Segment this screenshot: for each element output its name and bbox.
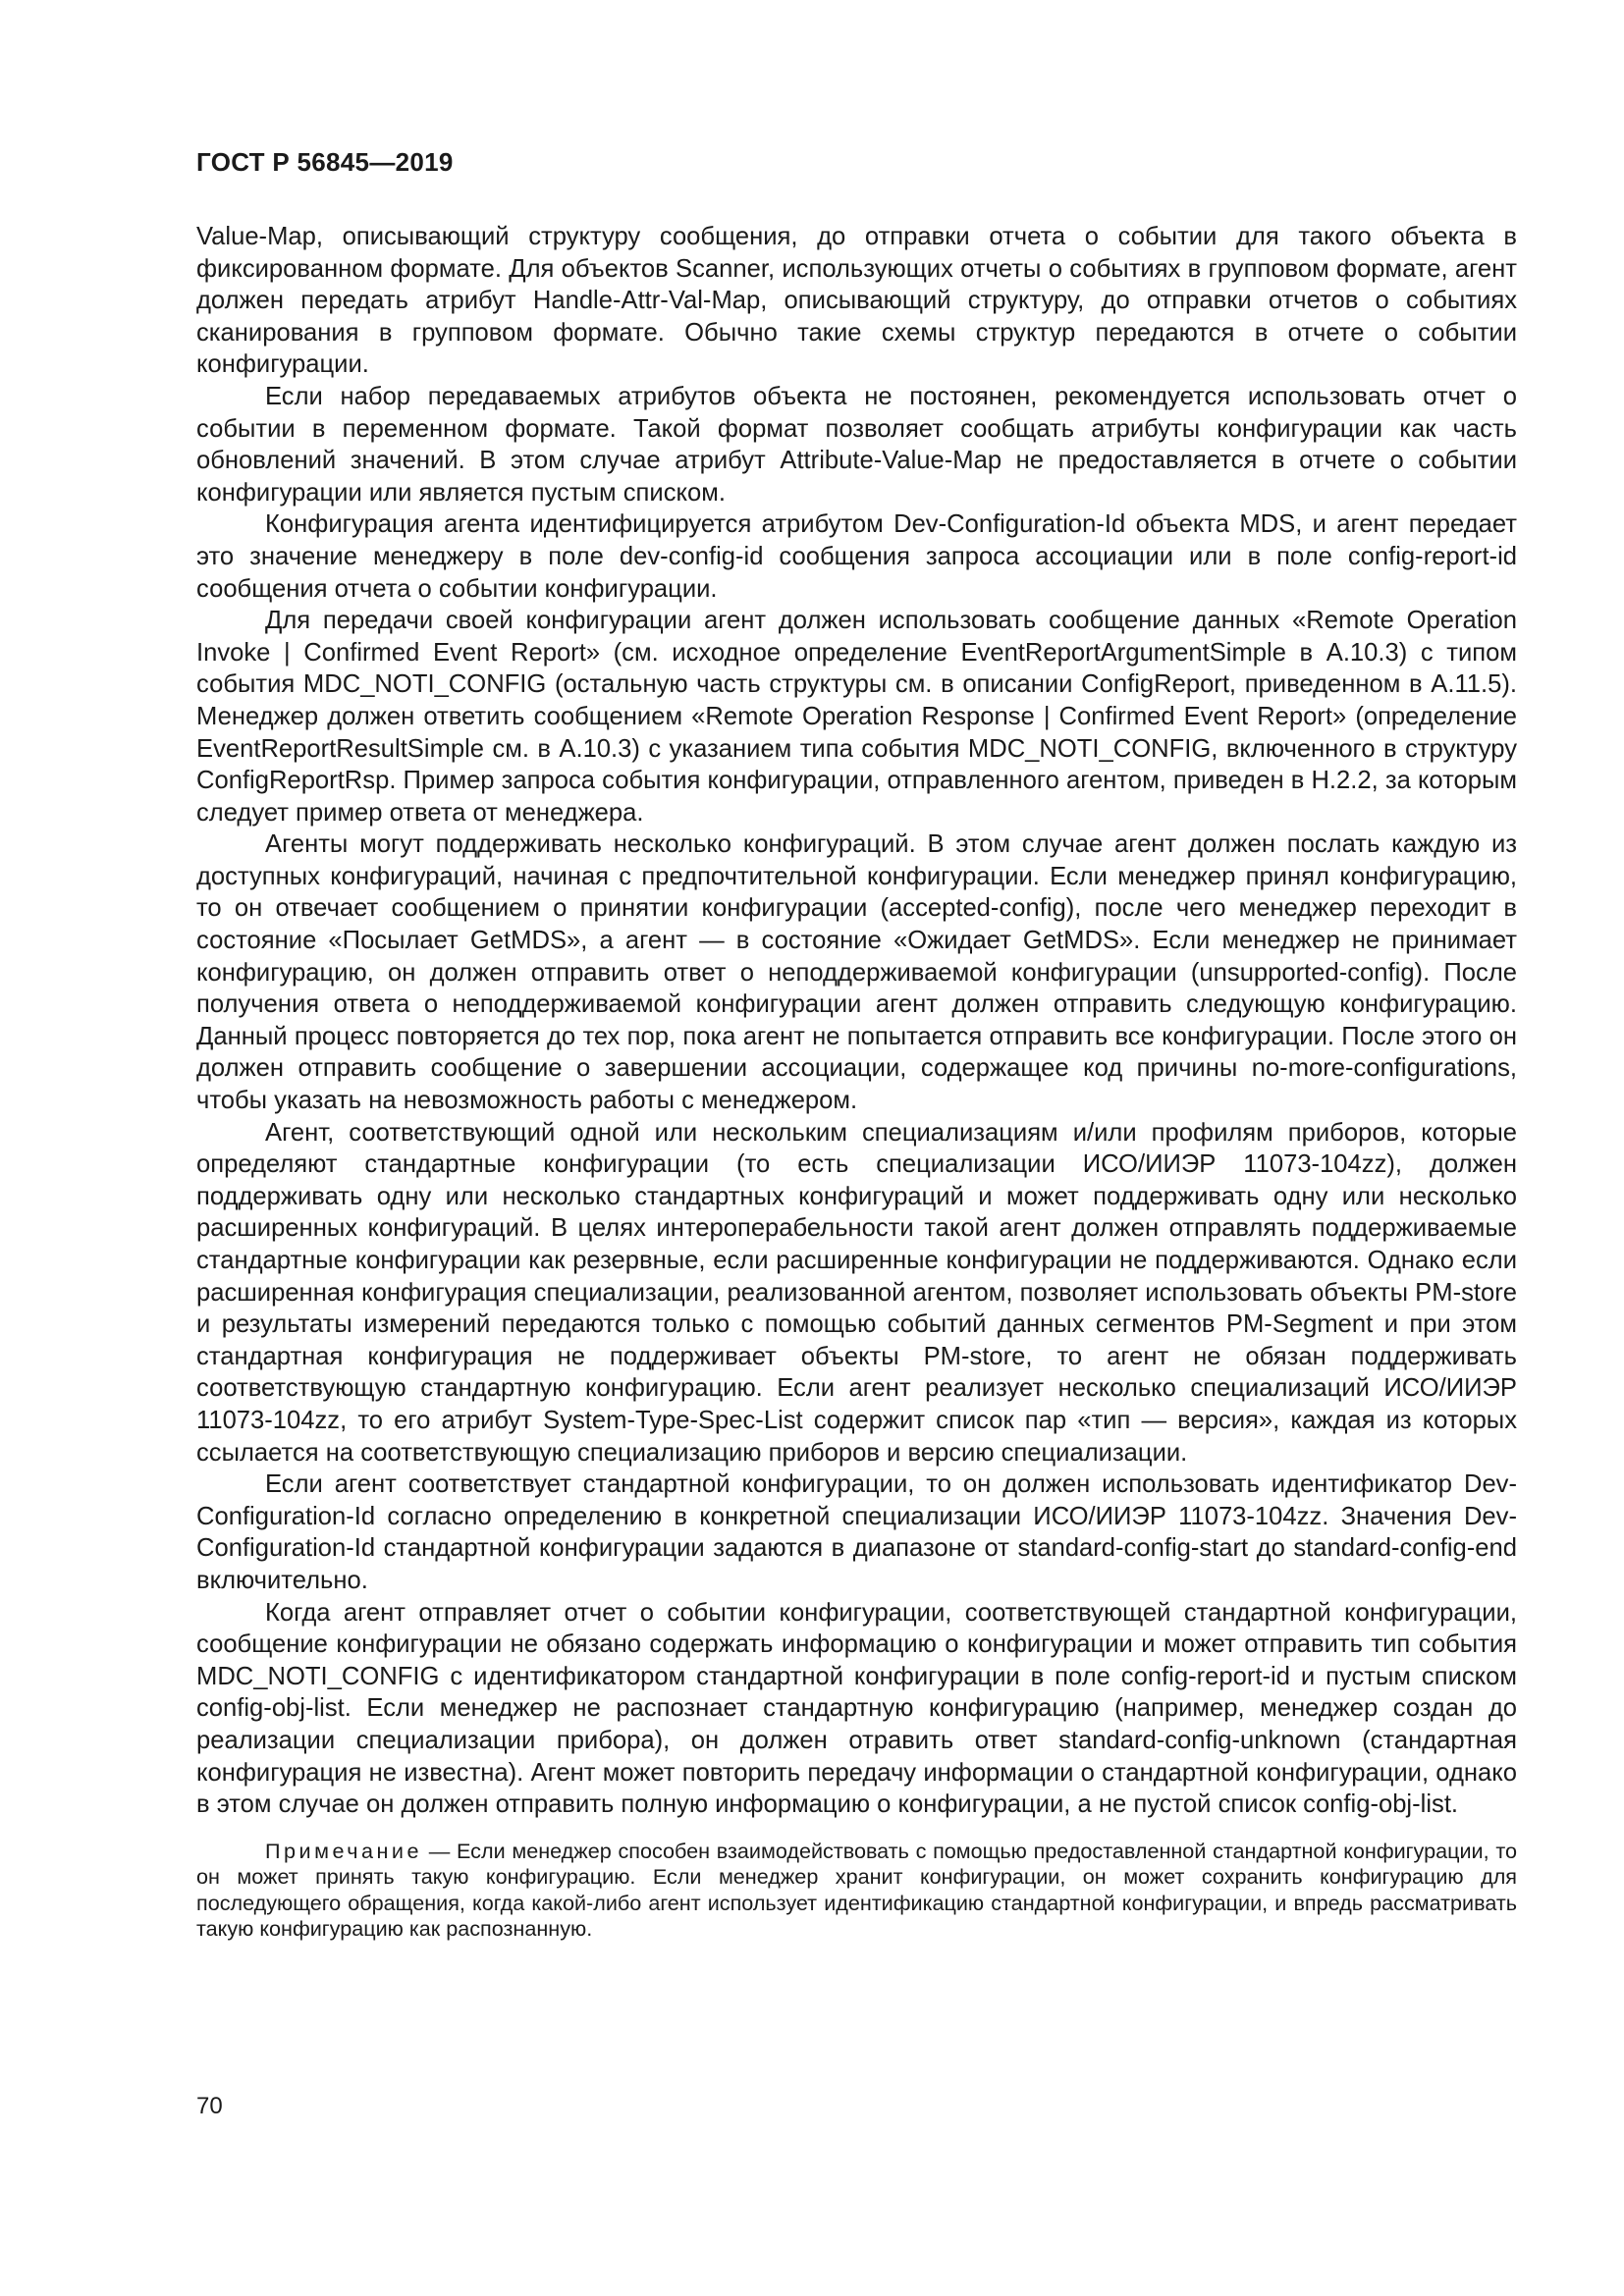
paragraph-continued: Value-Map, описывающий структуру сообщения, до отправки отчета о событии для такого объекта в фиксированном формате. Для объектов Scanner, использующих отчеты о событиях в групповом формате, агент должен передать атрибут Handle-Attr-Val-Map, описывающий структуру, до отправки отчетов о событиях сканирования в групповом формате. Обычно такие схемы структур передаются в отчете о событии конфигурации. (196, 223, 1517, 379)
document-body (196, 221, 1517, 1943)
paragraph: Агенты могут поддерживать несколько конфигураций. В этом случае агент должен послать каждую из доступных конфигураций, начиная с предпочтительной конфигурации. Если менеджер принял конфигурацию, то он отвечает сообщением о принятии конфигурации (accepted-config), после чего менеджер переходит в состояние «Посылает GetMDS», а агент — в состояние «Ожидает GetMDS». Если менеджер не принимает конфигурацию, он должен отправить ответ о неподдерживаемой конфигурации (unsupported-config). После получения ответа о неподдерживаемой конфигурации агент должен отправить следующую конфигурацию. Данный процесс повторяется до тех пор, пока агент не попытается отправить все конфигурации. После этого он должен отправить сообщение о завершении ассоциации, содержащее код причины no-more-configurations, чтобы указать на невозможность работы с менеджером. (196, 830, 1517, 1115)
paragraph: Когда агент отправляет отчет о событии конфигурации, соответствующей стандартной конфигурации, сообщение конфигурации не обязано содержать информацию о конфигурации и может отправить тип события MDC_NOTI_CONFIG с идентификатором стандартной конфигурации в поле config-report-id и пустым списком config-obj-list. Если менеджер не распознает стандартную конфигурацию (например, менеджер создан до реализации специализации прибора), он должен отравить ответ standard-config-unknown (стандартная конфигурация не известна). Агент может повторить передачу информации о стандартной конфигурации, однако в этом случае он должен отправить полную информацию о конфигурации, а не пустой список config-obj-list. (196, 1598, 1517, 1819)
page-number: 70 (196, 2093, 223, 2119)
document-header: ГОСТ Р 56845—2019 (196, 147, 454, 177)
paragraph: Если набор передаваемых атрибутов объекта не постоянен, рекомендуется использовать отчет о событии в переменном формате. Такой формат позволяет сообщать атрибуты конфигурации как часть обновлений значений. В этом случае атрибут Attribute-Value-Map не предоставляется в отчете о событии конфигурации или является пустым списком. (196, 382, 1517, 507)
paragraph: Агент, соответствующий одной или нескольким специализациям и/или профилям приборов, которые определяют стандартные конфигурации (то есть специализации ИСО/ИИЭР 11073-104zz), должен поддерживать одну или несколько стандартных конфигураций и может поддерживать одну или несколько расширенных конфигураций. В целях интероперабельности такой агент должен отправлять поддерживаемые стандартные конфигурации как резервные, если расширенные конфигурации не поддерживаются. Однако если расширенная конфигурация специализации, реализованной агентом, позволяет использовать объекты PM-store и результаты измерений передаются только с помощью событий данных сегментов PM-Segment и при этом стандартная конфигурация не поддерживает объекты PM-store, то агент не обязан поддерживать соответствующую стандартную конфигурацию. Если агент реализует несколько специализаций ИСО/ИИЭР 11073-104zz, то его атрибут System-Type-Spec-List содержит список пар «тип — версия», каждая из которых ссылается на соответствующую специализацию приборов и версию специализации. (196, 1118, 1517, 1467)
note-text: — Если менеджер способен взаимодействовать с помощью предоставленной стандартной конфигурации, то он может принять такую конфигурацию. Если менеджер хранит конфигурации, он может сохранить конфигурацию для последующего обращения, когда какой-либо агент использует идентификацию стандартной конфигурации, и впредь рассматривать такую конфигурацию как распознанную. (196, 1838, 1517, 1942)
paragraph: Для передачи своей конфигурации агент должен использовать сообщение данных «Remote Operation Invoke | Confirmed Event Report» (см. исходное определение EventReportArgumentSimple в А.10.3) с типом события MDC_NOTI_CONFIG (остальную часть структуры см. в описании ConfigReport, приведенном в А.11.5). Менеджер должен ответить сообщением «Remote Operation Response | Confirmed Event Report» (определение EventReportResultSimple см. в А.10.3) с указанием типа события MDC_NOTI_CONFIG, включенного в структуру ConfigReportRsp. Пример запроса события конфигурации, отправленного агентом, приведен в Н.2.2, за которым следует пример ответа от менеджера. (196, 607, 1517, 827)
paragraph: Конфигурация агента идентифицируется атрибутом Dev-Configuration-Id объекта MDS, и агент передает это значение менеджеру в поле dev-config-id сообщения запроса ассоциации или в поле config-report-id сообщения отчета о событии конфигурации. (196, 510, 1517, 603)
note-label: Примечание (265, 1838, 422, 1863)
paragraph: Если агент соответствует стандартной конфигурации, то он должен использовать идентификатор Dev-Configuration-Id согласно определению в конкретной специализации ИСО/ИИЭР 11073-104zz. Значения Dev-Configuration-Id стандартной конфигурации задаются в диапазоне от standard-config-start до standard-config-end включительно. (196, 1470, 1517, 1594)
note (196, 1839, 1517, 1943)
